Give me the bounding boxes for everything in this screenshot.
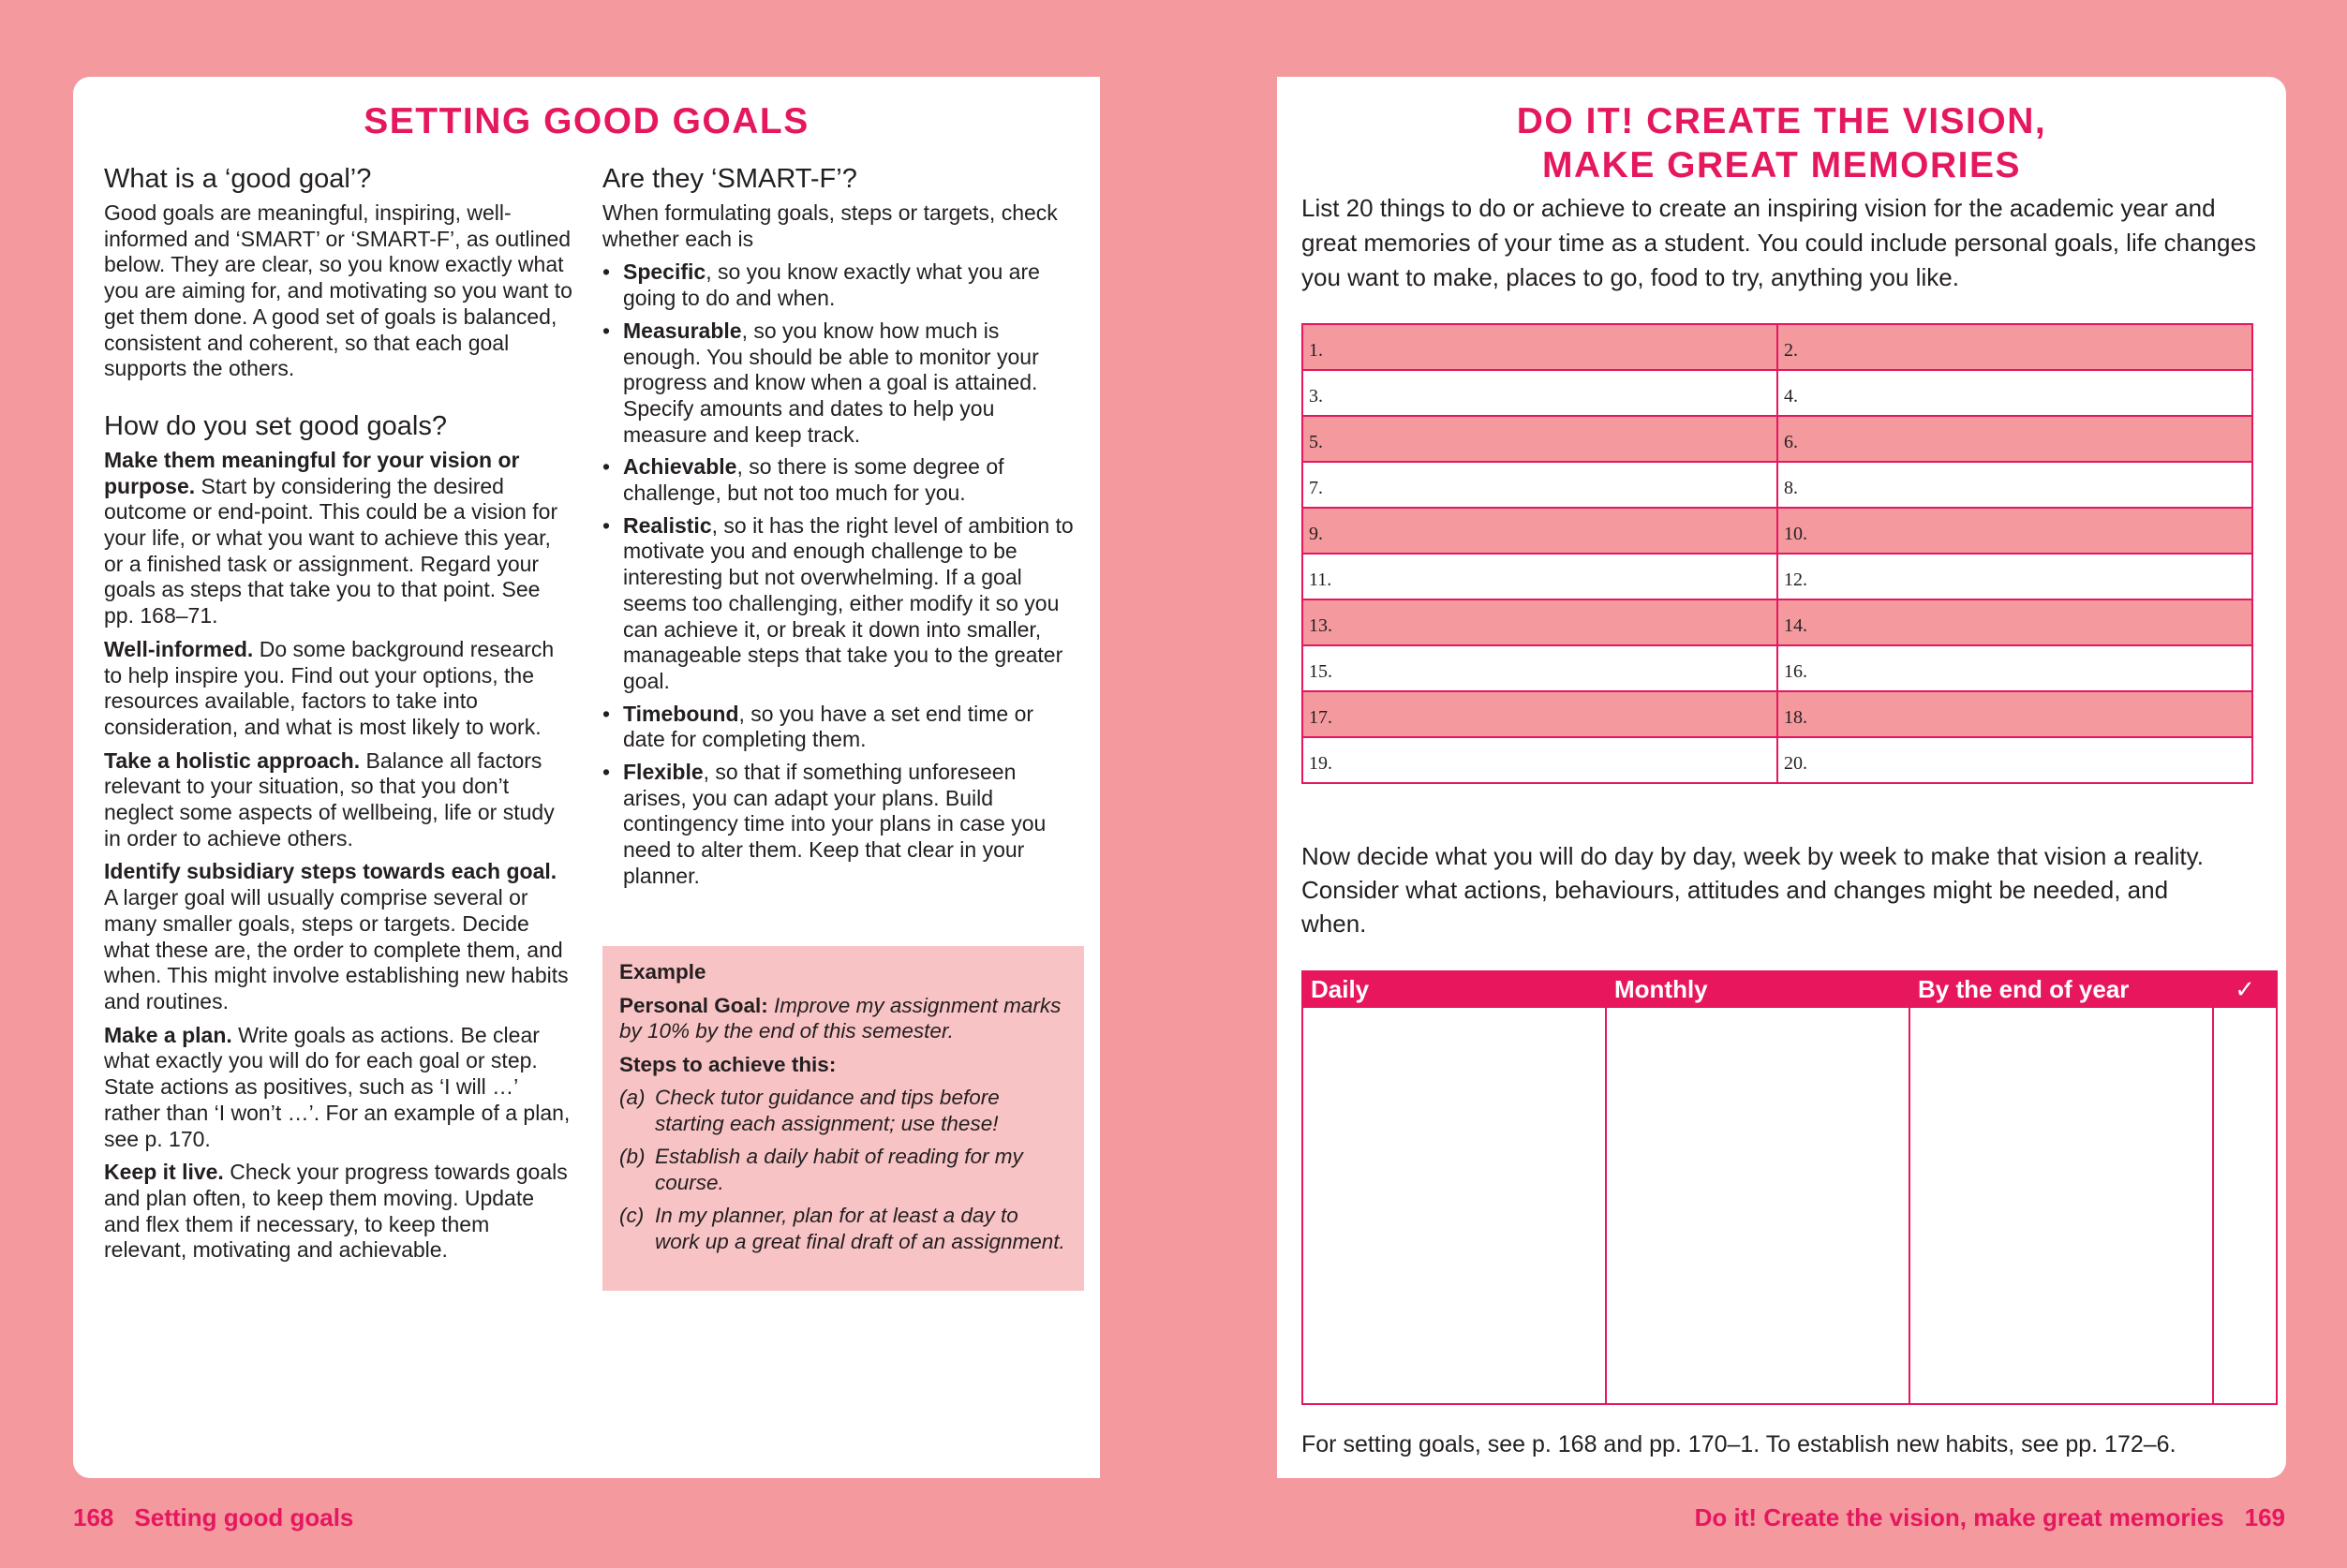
smart-intro: When formulating goals, steps or targets, check whether each is	[602, 200, 1058, 251]
list-cell[interactable]: 1.	[1302, 324, 1777, 370]
list-item: • Measurable, so you know how much is enough. You should be able to monitor your progress and know when a goal is attained. Specify amounts and dates to help you measure and keep track.	[602, 318, 1039, 447]
plan-body-row	[1302, 1007, 2277, 1404]
list-cell[interactable]: 17.	[1302, 691, 1777, 737]
list-cell[interactable]: 2.	[1777, 324, 2252, 370]
plan-table	[1301, 970, 2278, 1405]
list-cell[interactable]: 20.	[1777, 737, 2252, 783]
page-title-line: MAKE GREAT MEMORIES	[1542, 145, 2021, 185]
set-goal-item: Identify subsidiary steps towards each goal. A larger goal will usually comprise several or many smaller goals, steps or targets. Decide what these are, the order to complete them, and when. This might involve establishing new habits and routines.	[104, 859, 569, 1013]
good-goal-text: Good goals are meaningful, inspiring, well-informed and ‘SMART’ or ‘SMART-F’, as outlined below. They are clear, so you know exactly what you are aiming for, and motivating so you want to get them done. A good set of goals is balanced, consistent and coherent, so that each goal supports the others.	[104, 200, 572, 381]
table-row	[1302, 737, 2252, 783]
set-goal-item: Take a holistic approach. Balance all factors relevant to your situation, so that you don’t neglect some aspects of wellbeing, life or study in order to achieve others.	[104, 747, 555, 851]
personal-goal: Personal Goal: Improve my assignment marks by 10% by the end of this semester.	[619, 993, 1062, 1043]
list-cell[interactable]: 14.	[1777, 599, 2252, 645]
set-goals-heading: How do you set good goals?	[104, 410, 447, 441]
example-step: (b) Establish a daily habit of reading for my course.	[619, 1145, 1023, 1194]
example-box	[602, 946, 1084, 1291]
set-goal-item: Keep it live. Check your progress towards goals and plan often, to keep them moving. Update and flex them if necessary, to keep them relevant, motivating and achievable.	[104, 1160, 568, 1263]
example-step: (c) In my planner, plan for at least a day to work up a great final draft of an assignment.	[619, 1204, 1065, 1253]
list-cell[interactable]: 4.	[1777, 370, 2252, 416]
smart-heading: Are they ‘SMART-F’?	[602, 164, 857, 194]
footnote: For setting goals, see p. 168 and pp. 170–1. To establish new habits, see pp. 172–6.	[1301, 1431, 2176, 1457]
list-item: • Specific, so you know exactly what you are going to do and when.	[602, 259, 1040, 311]
left-page	[73, 77, 1100, 1478]
list-cell[interactable]: 8.	[1777, 462, 2252, 508]
list-cell[interactable]: 5.	[1302, 416, 1777, 462]
table-row	[1302, 691, 2252, 737]
page-number: 169	[2244, 1503, 2285, 1531]
list-cell[interactable]: 7.	[1302, 462, 1777, 508]
check-icon: ✓	[2213, 971, 2277, 1007]
list-item: • Realistic, so it has the right level of ambition to motivate you and enough challenge to be interesting but not overwhelming. If a goal seems too challenging, either modify it so you can achieve it, or break it down into smaller, manageable steps that take you to the greater goal.	[602, 512, 1074, 693]
right-column	[602, 163, 1076, 896]
plan-cell-check[interactable]	[2213, 1007, 2277, 1404]
table-row	[1302, 599, 2252, 645]
plan-cell-daily[interactable]	[1302, 1007, 1606, 1404]
list-item: • Achievable, so there is some degree of challenge, but not too much for you.	[602, 454, 1004, 506]
table-row	[1302, 370, 2252, 416]
plan-cell-monthly[interactable]	[1606, 1007, 1909, 1404]
list-item: • Flexible, so that if something unforeseen arises, you can adapt your plans. Build contingency time into your plans in case you need to alter them. Keep that clear in your planner.	[602, 760, 1047, 888]
intro-text: List 20 things to do or achieve to create an inspiring vision for the academic year and great memories of your time as a student. You could include personal goals, life changes you want to make, places to go, food to try, anything you like.	[1301, 194, 2256, 291]
list-cell[interactable]: 9.	[1302, 508, 1777, 554]
example-label: Example	[619, 960, 706, 984]
list-cell[interactable]: 12.	[1777, 554, 2252, 599]
footer-left	[73, 1503, 353, 1532]
steps-label: Steps to achieve this:	[619, 1052, 837, 1076]
example-step: (a) Check tutor guidance and tips before starting each assignment; use these!	[619, 1086, 1000, 1135]
plan-header-monthly: Monthly	[1606, 971, 1909, 1007]
list-cell[interactable]: 11.	[1302, 554, 1777, 599]
table-row	[1302, 416, 2252, 462]
right-page	[1277, 77, 2286, 1478]
plan-header-end-of-year: By the end of year	[1909, 971, 2213, 1007]
page-title	[1277, 99, 2286, 187]
left-column	[104, 163, 572, 1271]
list-cell[interactable]: 13.	[1302, 599, 1777, 645]
footer-label: Do it! Create the vision, make great memories	[1694, 1503, 2224, 1531]
list-cell[interactable]: 16.	[1777, 645, 2252, 691]
list-cell[interactable]: 3.	[1302, 370, 1777, 416]
plan-header-daily: Daily	[1302, 971, 1606, 1007]
page-title: SETTING GOOD GOALS	[364, 101, 810, 141]
list-cell[interactable]: 15.	[1302, 645, 1777, 691]
list-cell[interactable]: 10.	[1777, 508, 2252, 554]
list-cell[interactable]: 18.	[1777, 691, 2252, 737]
list-cell[interactable]: 19.	[1302, 737, 1777, 783]
page-title-line: DO IT! CREATE THE VISION,	[1516, 101, 2047, 141]
good-goal-heading: What is a ‘good goal’?	[104, 164, 372, 194]
memories-table	[1301, 323, 2253, 784]
page-number: 168	[73, 1503, 114, 1531]
decide-text: Now decide what you will do day by day, week by week to make that vision a reality. Consider what actions, behaviours, attitudes and changes might be needed, and when.	[1301, 842, 2204, 938]
footer-right	[1695, 1503, 2285, 1532]
table-row	[1302, 508, 2252, 554]
table-row	[1302, 645, 2252, 691]
footer-label: Setting good goals	[134, 1503, 354, 1531]
table-row	[1302, 324, 2252, 370]
table-row	[1302, 462, 2252, 508]
list-cell[interactable]: 6.	[1777, 416, 2252, 462]
plan-header-row	[1302, 971, 2277, 1007]
table-row	[1302, 554, 2252, 599]
set-goal-item: Make a plan. Write goals as actions. Be clear what exactly you will do for each goal or step. State actions as positives, such as ‘I will …’ rather than ‘I won’t …’. For an example of a plan, see p. 170.	[104, 1022, 571, 1151]
plan-cell-end-of-year[interactable]	[1909, 1007, 2213, 1404]
set-goal-item: Make them meaningful for your vision or purpose. Start by considering the desired outcome or end-point. This could be a vision for your life, or what you want to achieve this year, or a finished task or assignment. Regard your goals as steps that take you to that point. See pp. 168–71.	[104, 447, 558, 629]
list-item: • Timebound, so you have a set end time or date for completing them.	[602, 701, 1034, 752]
smart-list	[602, 259, 1076, 889]
set-goal-item: Well-informed. Do some background research to help inspire you. Find out your options, the resources available, factors to take into consideration, and what is most likely to work.	[104, 636, 555, 739]
